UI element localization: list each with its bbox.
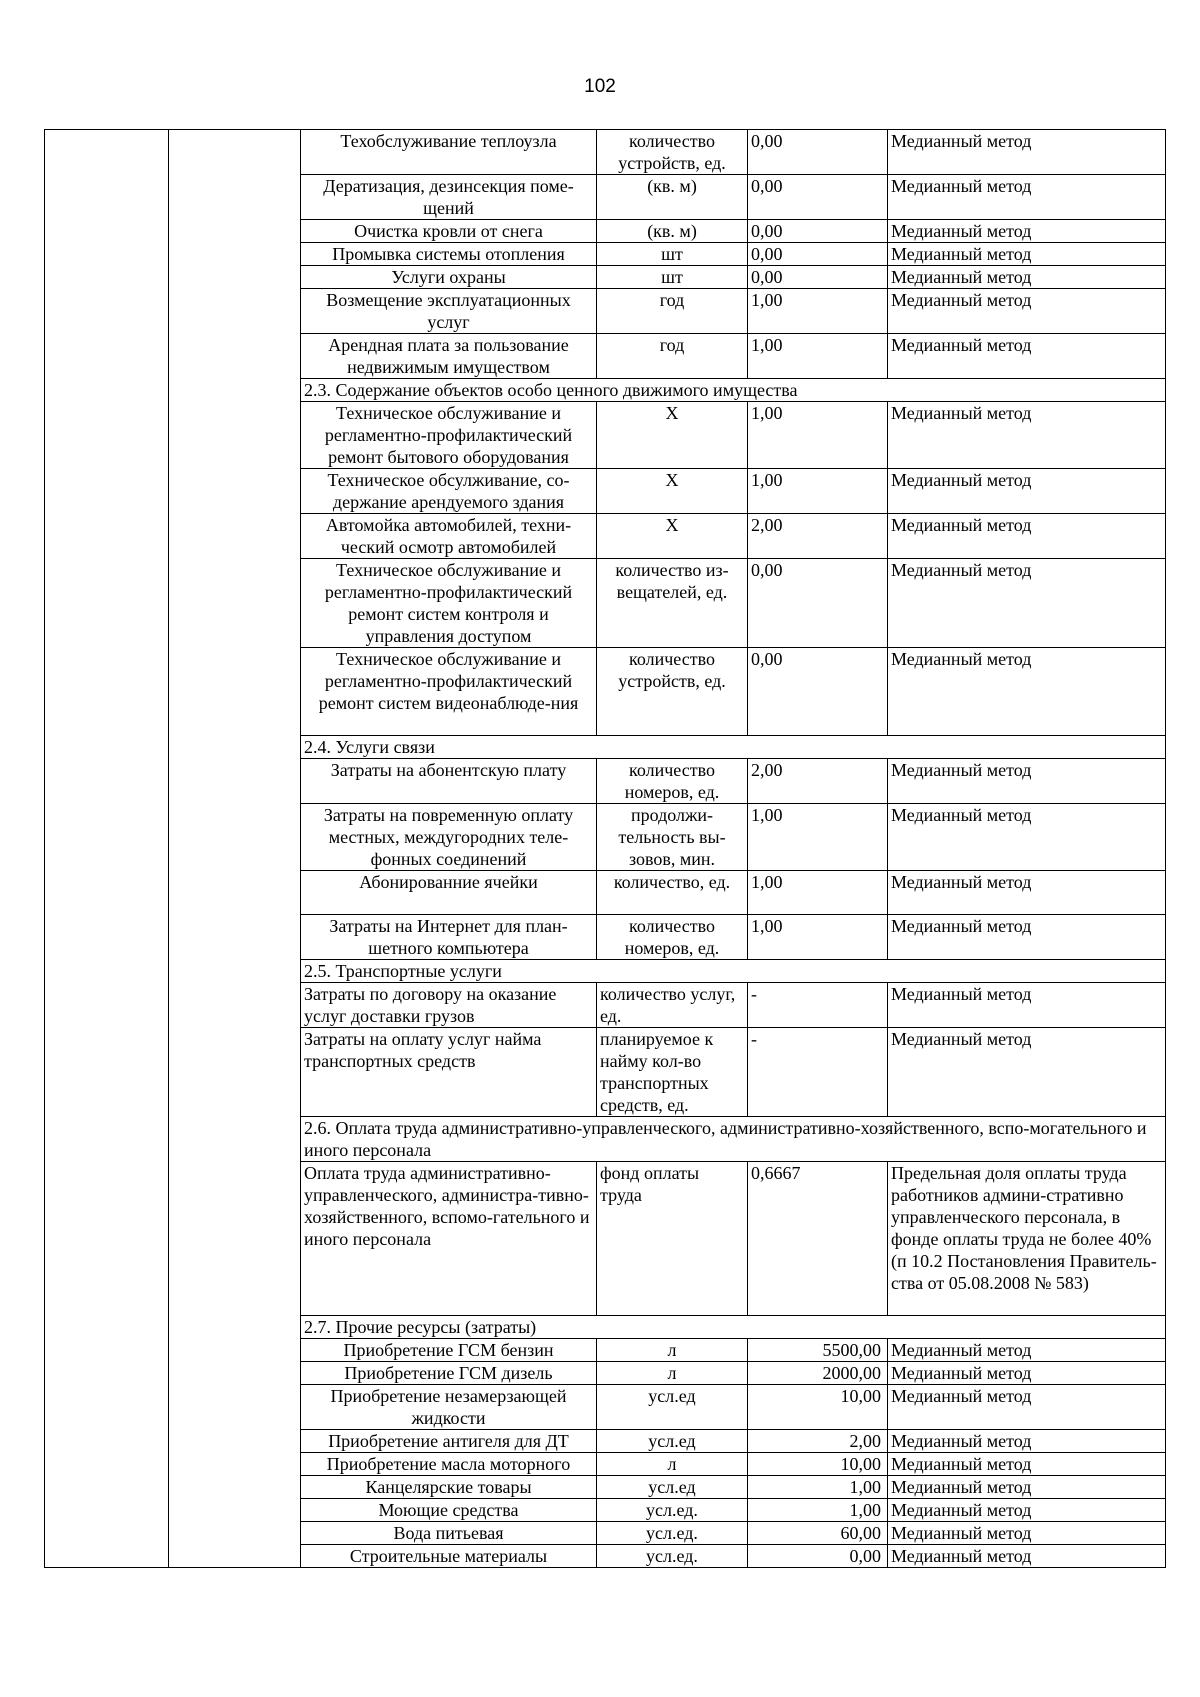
item-value: 0,6667 bbox=[748, 1162, 888, 1316]
item-value: 0,00 bbox=[748, 243, 888, 266]
item-unit: продолжи-тельность вы-зовов, мин. bbox=[597, 804, 748, 871]
item-name: Оплата труда административно-управленческого, администра-тивно-хозяйственного, вспомо-гательного и иного персонала bbox=[301, 1162, 597, 1316]
item-value: 60,00 bbox=[748, 1522, 888, 1545]
section-title: 2.5. Транспортные услуги bbox=[301, 960, 1166, 983]
item-method: Медианный метод bbox=[888, 514, 1166, 559]
item-method: Медианный метод bbox=[888, 915, 1166, 960]
item-method: Медианный метод bbox=[888, 648, 1166, 736]
item-unit: количество номеров, ед. bbox=[597, 915, 748, 960]
item-value: 5500,00 bbox=[748, 1339, 888, 1362]
item-unit: планируемое к найму кол-во транспортных средств, ед. bbox=[597, 1028, 748, 1117]
item-unit: шт bbox=[597, 243, 748, 266]
item-unit: количество, ед. bbox=[597, 871, 748, 915]
item-method: Медианный метод bbox=[888, 220, 1166, 243]
item-value: 2000,00 bbox=[748, 1362, 888, 1385]
item-name: Приобретение ГСМ дизель bbox=[301, 1362, 597, 1385]
norms-table bbox=[44, 129, 1166, 1568]
item-name: Канцелярские товары bbox=[301, 1476, 597, 1499]
item-unit: Х bbox=[597, 469, 748, 514]
section-title: 2.3. Содержание объектов особо ценного движимого имущества bbox=[301, 379, 1166, 402]
item-value: 10,00 bbox=[748, 1385, 888, 1430]
item-value: 1,00 bbox=[748, 1499, 888, 1522]
item-unit: усл.ед. bbox=[597, 1545, 748, 1568]
item-value: 0,00 bbox=[748, 130, 888, 175]
item-name: Возмещение эксплуатационных услуг bbox=[301, 289, 597, 334]
item-unit: (кв. м) bbox=[597, 220, 748, 243]
item-method: Медианный метод bbox=[888, 759, 1166, 804]
item-name: Затраты на Интернет для план-шетного компьютера bbox=[301, 915, 597, 960]
section-title: 2.4. Услуги связи bbox=[301, 736, 1166, 759]
item-method: Медианный метод bbox=[888, 1545, 1166, 1568]
item-name: Промывка системы отопления bbox=[301, 243, 597, 266]
item-method: Медианный метод bbox=[888, 871, 1166, 915]
item-unit: количество из-вещателей, ед. bbox=[597, 559, 748, 648]
item-method: Медианный метод bbox=[888, 1028, 1166, 1117]
item-value: 0,00 bbox=[748, 648, 888, 736]
item-unit: усл.ед bbox=[597, 1430, 748, 1453]
item-unit: количество устройств, ед. bbox=[597, 130, 748, 175]
item-value: 1,00 bbox=[748, 1476, 888, 1499]
item-name: Затраты на абонентскую плату bbox=[301, 759, 597, 804]
item-name: Приобретение ГСМ бензин bbox=[301, 1339, 597, 1362]
item-unit: усл.ед. bbox=[597, 1499, 748, 1522]
blank-column-2 bbox=[169, 130, 301, 1568]
item-name: Вода питьевая bbox=[301, 1522, 597, 1545]
item-name: Очистка кровли от снега bbox=[301, 220, 597, 243]
item-method: Медианный метод bbox=[888, 175, 1166, 220]
item-name: Приобретение антигеля для ДТ bbox=[301, 1430, 597, 1453]
item-method: Медианный метод bbox=[888, 130, 1166, 175]
item-method: Медианный метод bbox=[888, 804, 1166, 871]
item-unit: Х bbox=[597, 514, 748, 559]
item-method: Медианный метод bbox=[888, 1430, 1166, 1453]
item-value: - bbox=[748, 983, 888, 1028]
item-value: 1,00 bbox=[748, 334, 888, 379]
item-value: 1,00 bbox=[748, 871, 888, 915]
item-value: 1,00 bbox=[748, 402, 888, 469]
item-unit: л bbox=[597, 1362, 748, 1385]
item-unit: усл.ед bbox=[597, 1385, 748, 1430]
item-value: 1,00 bbox=[748, 289, 888, 334]
item-method: Медианный метод bbox=[888, 1522, 1166, 1545]
norms-table-body bbox=[45, 130, 1166, 1568]
item-method: Медианный метод bbox=[888, 1499, 1166, 1522]
item-value: 2,00 bbox=[748, 759, 888, 804]
item-value: 2,00 bbox=[748, 514, 888, 559]
item-name: Техническое обсулживание, со-держание арендуемого здания bbox=[301, 469, 597, 514]
item-method: Медианный метод bbox=[888, 402, 1166, 469]
item-value: 1,00 bbox=[748, 915, 888, 960]
item-unit: фонд оплаты труда bbox=[597, 1162, 748, 1316]
item-name: Приобретение незамерзающей жидкости bbox=[301, 1385, 597, 1430]
item-unit: год bbox=[597, 334, 748, 379]
item-name: Техническое обслуживание и регламентно-профилактический ремонт систем видеонаблюде-ния bbox=[301, 648, 597, 736]
item-name: Автомойка автомобилей, техни-ческий осмотр автомобилей bbox=[301, 514, 597, 559]
item-unit: л bbox=[597, 1453, 748, 1476]
item-value: - bbox=[748, 1028, 888, 1117]
item-method: Медианный метод bbox=[888, 1339, 1166, 1362]
item-value: 0,00 bbox=[748, 1545, 888, 1568]
section-title: 2.6. Оплата труда административно-управленческого, административно-хозяйственного, вспо-могательного и иного персонала bbox=[301, 1117, 1166, 1162]
item-value: 10,00 bbox=[748, 1453, 888, 1476]
item-value: 1,00 bbox=[748, 804, 888, 871]
item-name: Моющие средства bbox=[301, 1499, 597, 1522]
item-value: 2,00 bbox=[748, 1430, 888, 1453]
item-name: Абонированние ячейки bbox=[301, 871, 597, 915]
blank-column-1 bbox=[45, 130, 169, 1568]
item-name: Услуги охраны bbox=[301, 266, 597, 289]
item-unit: усл.ед bbox=[597, 1476, 748, 1499]
item-method: Медианный метод bbox=[888, 334, 1166, 379]
item-name: Техобслуживание теплоузла bbox=[301, 130, 597, 175]
item-unit: год bbox=[597, 289, 748, 334]
page-number: 102 bbox=[584, 76, 616, 97]
item-method: Предельная доля оплаты труда работников админи-стративно управленческого персонала, в фонде оплаты труда не более 40% (п 10.2 Постановления Правитель-ства от 05.08.2008 № 583) bbox=[888, 1162, 1166, 1316]
item-value: 0,00 bbox=[748, 266, 888, 289]
item-method: Медианный метод bbox=[888, 1476, 1166, 1499]
item-method: Медианный метод bbox=[888, 469, 1166, 514]
item-name: Строительные материалы bbox=[301, 1545, 597, 1568]
item-method: Медианный метод bbox=[888, 559, 1166, 648]
item-method: Медианный метод bbox=[888, 266, 1166, 289]
item-unit: Х bbox=[597, 402, 748, 469]
item-name: Затраты на оплату услуг найма транспортных средств bbox=[301, 1028, 597, 1117]
item-value: 0,00 bbox=[748, 220, 888, 243]
item-unit: шт bbox=[597, 266, 748, 289]
item-value: 0,00 bbox=[748, 175, 888, 220]
item-name: Приобретение масла моторного bbox=[301, 1453, 597, 1476]
item-unit: количество услуг, ед. bbox=[597, 983, 748, 1028]
item-method: Медианный метод bbox=[888, 1385, 1166, 1430]
item-name: Техническое обслуживание и регламентно-профилактический ремонт бытового оборудования bbox=[301, 402, 597, 469]
item-method: Медианный метод bbox=[888, 243, 1166, 266]
item-name: Дератизация, дезинсекция поме-щений bbox=[301, 175, 597, 220]
item-name: Затраты на повременную оплату местных, междугородних теле-фонных соединений bbox=[301, 804, 597, 871]
item-method: Медианный метод bbox=[888, 1362, 1166, 1385]
item-method: Медианный метод bbox=[888, 289, 1166, 334]
item-unit: л bbox=[597, 1339, 748, 1362]
item-name: Арендная плата за пользование недвижимым имуществом bbox=[301, 334, 597, 379]
section-title: 2.7. Прочие ресурсы (затраты) bbox=[301, 1316, 1166, 1339]
item-value: 0,00 bbox=[748, 559, 888, 648]
item-unit: количество устройств, ед. bbox=[597, 648, 748, 736]
table-row bbox=[45, 130, 1166, 175]
item-name: Техническое обслуживание и регламентно-профилактический ремонт систем контроля и управления доступом bbox=[301, 559, 597, 648]
item-name: Затраты по договору на оказание услуг доставки грузов bbox=[301, 983, 597, 1028]
item-unit: (кв. м) bbox=[597, 175, 748, 220]
item-unit: усл.ед. bbox=[597, 1522, 748, 1545]
item-unit: количество номеров, ед. bbox=[597, 759, 748, 804]
item-method: Медианный метод bbox=[888, 1453, 1166, 1476]
item-method: Медианный метод bbox=[888, 983, 1166, 1028]
item-value: 1,00 bbox=[748, 469, 888, 514]
